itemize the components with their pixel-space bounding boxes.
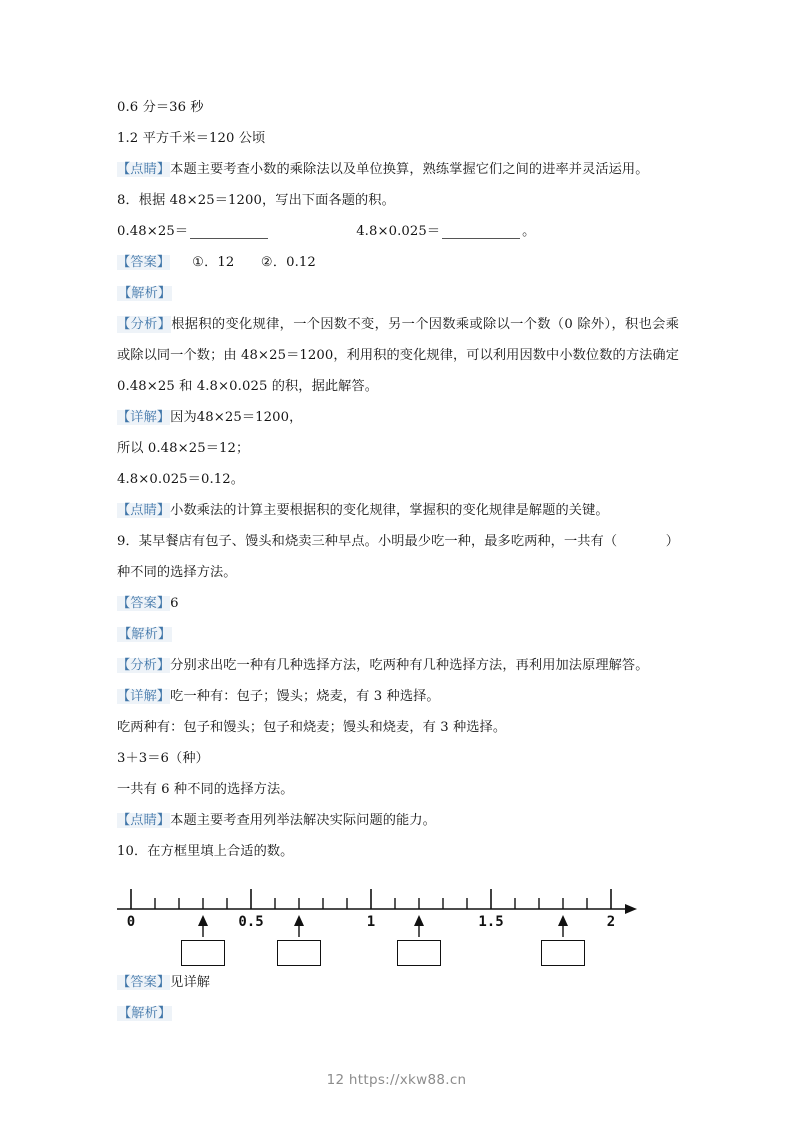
text-line-dianjing-prev (117, 154, 679, 185)
question-10-analysis-line (117, 998, 679, 1029)
question-10-answer-line (117, 967, 679, 998)
question-8-fenxi-paragraph (117, 309, 679, 402)
question-9-xiangjie-line-2 (117, 712, 679, 743)
number-line-axis (117, 877, 657, 937)
xiangjie-text-4: 一共有 6 种不同的选择方法。 (117, 781, 294, 797)
question-8-xiangjie-line-2 (117, 433, 679, 464)
q8-fill-right-label: 4.8×0.025＝ (356, 223, 441, 239)
answer-tag: 【答案】 (117, 974, 171, 990)
document-content (117, 92, 679, 1029)
q8-fill-left-label: 0.48×25＝ (117, 223, 189, 239)
question-8-answer-line (117, 247, 679, 278)
fenxi-tag: 【分析】 (117, 657, 171, 673)
axis-tick-label: 0.5 (238, 914, 264, 930)
q10-answer-value: 见详解 (170, 974, 211, 990)
answer-tag: 【答案】 (117, 595, 171, 611)
page-footer (0, 1072, 793, 1088)
text-line-unit-conversion-2 (117, 123, 679, 154)
fenxi-text: 分别求出吃一种有几种选择方法，吃两种有几种选择方法，再利用加法原理解答。 (170, 657, 649, 673)
question-9-stem-part-2: ） (665, 533, 679, 549)
axis-arrowhead (625, 904, 637, 914)
axis-tick-label: 1 (366, 914, 376, 930)
question-9-answer-line (117, 588, 679, 619)
xiangjie-text-1: 吃一种有：包子；馒头；烧麦，有 3 种选择。 (170, 688, 440, 704)
xiangjie-text-2: 所以 0.48×25＝12； (117, 440, 250, 456)
question-8-stem-text: 8．根据 48×25＝1200，写出下面各题的积。 (117, 192, 395, 208)
analysis-tag: 【解析】 (118, 626, 172, 642)
marker-arrowhead (558, 915, 568, 926)
question-8-xiangjie-line-3 (117, 464, 679, 495)
text-line-unit-conversion-1 (117, 92, 679, 123)
number-line-box[interactable] (181, 940, 225, 966)
question-9-xiangjie-line-4 (117, 774, 679, 805)
marker-arrowhead (414, 915, 424, 926)
axis-tick-label: 0 (126, 914, 136, 930)
marker-arrowhead (198, 915, 208, 926)
question-9-fenxi-line (117, 650, 679, 681)
axis-tick-label: 1.5 (478, 914, 504, 930)
question-9-xiangjie-line-1 (117, 681, 679, 712)
footer-watermark-text: 12 https://xkw88.cn (326, 1072, 467, 1088)
marker-arrowhead (294, 915, 304, 926)
question-8-dianjing-line (117, 495, 679, 526)
dianjing-text: 小数乘法的计算主要根据积的变化规律，掌握积的变化规律是解题的关键。 (170, 502, 609, 518)
question-9-dianjing-line (117, 805, 679, 836)
q8-blank-2[interactable] (442, 225, 520, 239)
dianjing-tag: 【点睛】 (117, 502, 171, 518)
question-8-xiangjie-line-1 (117, 402, 679, 433)
question-9-analysis-line (117, 619, 679, 650)
question-8-fill-line (117, 216, 679, 247)
question-8-analysis-line (117, 278, 679, 309)
xiangjie-text-3: 4.8×0.025＝0.12。 (117, 471, 245, 487)
dianjing-text: 本题主要考查用列举法解决实际问题的能力。 (170, 812, 436, 828)
q9-answer-value: 6 (170, 595, 179, 611)
q8-answer-items: ①．12 ②．0.12 (192, 254, 316, 270)
question-8-stem (117, 185, 679, 216)
dianjing-tag: 【点睛】 (117, 812, 171, 828)
line-text: 0.6 分＝36 秒 (117, 99, 204, 115)
question-9-xiangjie-line-3 (117, 743, 679, 774)
question-9-stem-part-1: 9．某早餐店有包子、馒头和烧卖三种早点。小明最少吃一种，最多吃两种，一共有（ (117, 533, 618, 549)
question-9-stem-line2-text: 种不同的选择方法。 (117, 564, 237, 580)
number-line-box[interactable] (277, 940, 321, 966)
xiangjie-tag: 【详解】 (117, 688, 171, 704)
xiangjie-text-1: 因为48×25＝1200， (170, 409, 303, 425)
question-10-stem-text: 10．在方框里填上合适的数。 (117, 843, 294, 859)
number-line-figure (117, 877, 679, 963)
dianjing-text: 本题主要考查小数的乘除法以及单位换算，熟练掌握它们之间的进率并灵活运用。 (170, 161, 649, 177)
analysis-tag: 【解析】 (118, 1005, 172, 1021)
xiangjie-tag: 【详解】 (117, 409, 171, 425)
question-10-stem (117, 836, 679, 867)
q8-fill-tail: 。 (522, 223, 536, 239)
answer-tag: 【答案】 (117, 254, 171, 270)
xiangjie-text-3: 3＋3＝6（种） (117, 750, 209, 766)
number-line-box[interactable] (397, 940, 441, 966)
fenxi-text: 根据积的变化规律，一个因数不变，另一个因数乘或除以一个数（0 除外），积也会乘或除以同一个数；由 48×25＝1200，利用积的变化规律，可以利用因数中小数位数的方法确定 0.48×25 和 4.8×0.025 的积，据此解答。 (117, 317, 679, 394)
dianjing-tag: 【点睛】 (117, 161, 171, 177)
fenxi-tag: 【分析】 (117, 317, 172, 332)
number-line-box[interactable] (541, 940, 585, 966)
q8-blank-1[interactable] (190, 225, 268, 239)
analysis-tag: 【解析】 (118, 285, 172, 301)
question-9-stem-line-2 (117, 557, 679, 588)
question-9-stem-line-1 (117, 526, 679, 557)
line-text: 1.2 平方千米＝120 公顷 (117, 130, 266, 146)
xiangjie-text-2: 吃两种有：包子和馒头；包子和烧麦；馒头和烧麦，有 3 种选择。 (117, 719, 507, 735)
axis-tick-label: 2 (606, 914, 616, 930)
